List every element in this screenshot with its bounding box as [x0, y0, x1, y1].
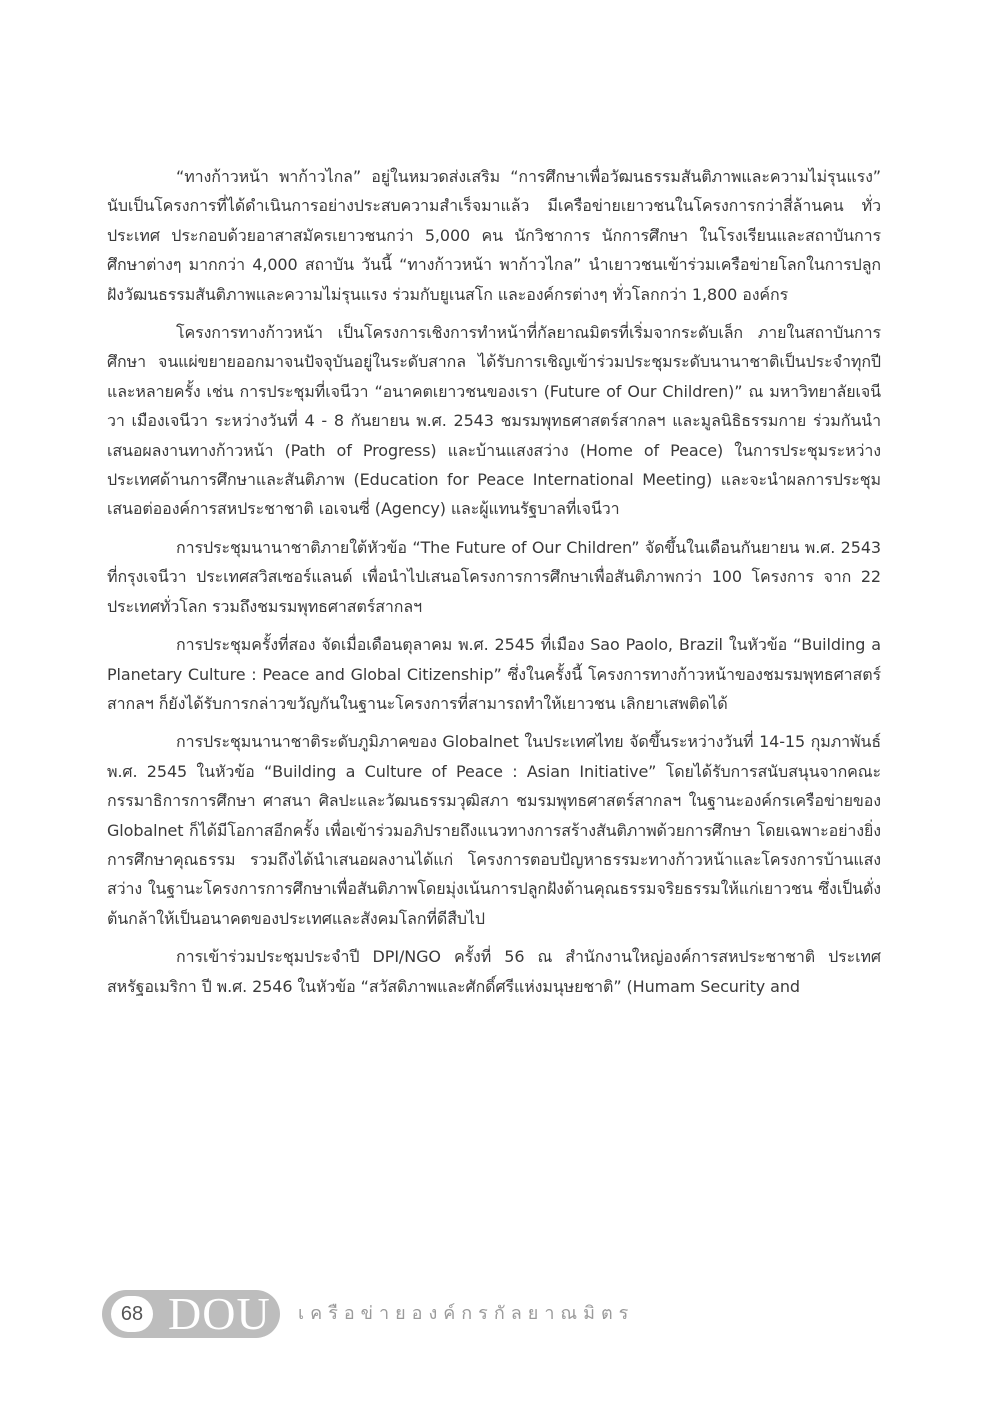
- page-number: 68: [111, 1296, 153, 1332]
- footer-badge: [102, 1290, 280, 1338]
- brand-logo-text: DOU: [168, 1288, 271, 1339]
- paragraph-6: การเข้าร่วมประชุมประจำปี DPI/NGO ครั้งที่ 56 ณ สำนักงานใหญ่องค์การสหประชาชาติ ประเทศสหรัฐอเมริกา ปี พ.ศ. 2546 ในหัวข้อ “สวัสดิภาพและศักดิ์ศรีแห่งมนุษยชาติ” (Humam Security and: [107, 947, 881, 996]
- footer-caption: เครือข่ายองค์กรกัลยาณมิตร: [298, 1303, 635, 1324]
- paragraph-3: การประชุมนานาชาติภายใต้หัวข้อ “The Future of Our Children” จัดขึ้นในเดือนกันยายน พ.ศ. 2543 ที่กรุงเจนีวา ประเทศสวิสเซอร์แลนด์ เพื่อนำไปเสนอโครงการการศึกษาเพื่อสันติภาพกว่า 100 โครงการ จาก 22 ประเทศทั่วโลก รวมถึงชมรมพุทธศาสตร์สากลฯ: [107, 537, 881, 616]
- paragraph-1: “ทางก้าวหน้า พาก้าวไกล” อยู่ในหมวดส่งเสริม “การศึกษาเพื่อวัฒนธรรมสันติภาพและความไม่รุนแรง” นับเป็นโครงการที่ได้ดำเนินการอย่างประสบความสำเร็จมาแล้ว มีเครือข่ายเยาวชนในโครงการกว่าสี่ล้านคน ทั่วประเทศ ประกอบด้วยอาสาสมัครเยาวชนกว่า 5,000 คน นักวิชาการ นักการศึกษา ในโรงเรียนและสถาบันการศึกษาต่างๆ มากกว่า 4,000 สถาบัน วันนี้ “ทางก้าวหน้า พาก้าวไกล” นำเยาวชนเข้าร่วมเครือข่ายโลกในการปลูกฝังวัฒนธรรมสันติภาพและความไม่รุนแรง ร่วมกับยูเนสโก และองค์กรต่างๆ ทั่วโลกกว่า 1,800 องค์กร: [107, 167, 881, 304]
- paragraph-5: การประชุมนานาชาติระดับภูมิภาคของ Globalnet ในประเทศไทย จัดขึ้นระหว่างวันที่ 14-15 กุมภาพันธ์ พ.ศ. 2545 ในหัวข้อ “Building a Culture of Peace : Asian Initiative” โดยได้รับการสนับสนุนจากคณะกรรมาธิการการศึกษา ศาสนา ศิลปะและวัฒนธรรมวุฒิสภา ชมรมพุทธศาสตร์สากลฯ ในฐานะองค์กรเครือข่ายของ Globalnet ก็ได้มีโอกาสอีกครั้ง เพื่อเข้าร่วมอภิปรายถึงแนวทางการสร้างสันติภาพด้วยการศึกษา โดยเฉพาะอย่างยิ่งการศึกษาคุณธรรม รวมถึงได้นำเสนอผลงานได้แก่ โครงการตอบปัญหาธรรมะทางก้าวหน้าและโครงการบ้านแสงสว่าง ในฐานะโครงการการศึกษาเพื่อสันติภาพโดยมุ่งเน้นการปลูกฝังด้านคุณธรรมจริยธรรมให้แก่เยาวชน ซึ่งเป็นดั่งต้นกล้าให้เป็นอนาคตของประเทศและสังคมโลกที่ดีสืบไป: [107, 732, 881, 928]
- page-footer: [102, 1288, 902, 1340]
- document-body: [107, 162, 881, 1010]
- paragraph-4: การประชุมครั้งที่สอง จัดเมื่อเดือนตุลาคม พ.ศ. 2545 ที่เมือง Sao Paolo, Brazil ในหัวข้อ “Building a Planetary Culture : Peace and Global Citizenship” ซึ่งในครั้งนี้ โครงการทางก้าวหน้าของชมรมพุทธศาสตร์สากลฯ ก็ยังได้รับการกล่าวขวัญกันในฐานะโครงการที่สามารถทำให้เยาวชน เลิกยาเสพติดได้: [107, 635, 881, 713]
- paragraph-2: โครงการทางก้าวหน้า เป็นโครงการเชิงการทำหน้าที่กัลยาณมิตรที่เริ่มจากระดับเล็ก ภายในสถาบันการศึกษา จนแผ่ขยายออกมาจนปัจจุบันอยู่ในระดับสากล ได้รับการเชิญเข้าร่วมประชุมระดับนานาชาติเป็นประจำทุกปีและหลายครั้ง เช่น การประชุมที่เจนีวา “อนาคตเยาวชนของเรา (Future of Our Children)” ณ มหาวิทยาลัยเจนีวา เมืองเจนีวา ระหว่างวันที่ 4 - 8 กันยายน พ.ศ. 2543 ชมรมพุทธศาสตร์สากลฯ และมูลนิธิธรรมกาย ร่วมกันนำเสนอผลงานทางก้าวหน้า (Path of Progress) และบ้านแสงสว่าง (Home of Peace) ในการประชุมระหว่างประเทศด้านการศึกษาและสันติภาพ (Education for Peace International Meeting) และจะนำผลการประชุมเสนอต่อองค์การสหประชาชาติ เอเจนซี่ (Agency) และผู้แทนรัฐบาลที่เจนีวา: [107, 323, 881, 519]
